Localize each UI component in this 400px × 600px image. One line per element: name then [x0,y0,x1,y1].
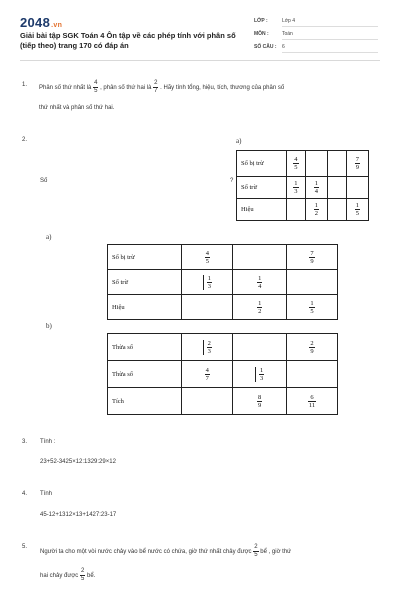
table-cell: 4 7 [182,361,233,388]
question-5-line-2 [40,568,95,583]
document-title: Giải bài tập SGK Toán 4 Ôn tập về các phép tính với phân số (tiếp theo) trang 170 có đáp án [20,31,236,50]
table-cell [233,245,287,270]
site-logo[interactable] [20,15,62,30]
question-number: 3. [22,439,28,445]
table-cell: 6 11 [287,388,338,415]
fraction: $\frac{2}{7}$ [154,80,158,94]
question-1-line-2: thứ nhất và phân số thứ hai. [39,105,115,111]
small-subtraction-table [236,150,369,221]
cell-marker [203,340,204,355]
table-cell: 1 3 [286,177,306,199]
cell-marker [255,367,256,382]
meta-value: Lớp 4 [282,18,296,24]
meta-key: LỚP : [254,18,268,24]
fraction: $\frac{4}{5}$ [94,80,98,94]
table-cell: 1 3 [182,270,233,295]
row-label: Số bị trừ [237,151,287,177]
table-cell [327,177,346,199]
meta-divider [282,39,378,40]
row-label: Số bị trừ [108,245,182,270]
row-label: Số trừ [237,177,287,199]
meta-value: 6 [282,44,285,50]
question-number: 1. [22,82,28,88]
table-cell: 1 5 [346,199,368,221]
meta-class [254,18,295,24]
cell-marker [203,275,204,290]
table-cell: 1 4 [306,177,327,199]
table-cell: 4 5 [182,245,233,270]
table-cell: 2 3 [182,334,233,361]
header-divider [20,60,380,61]
question-3-expression: 23+52-3425×12:1329:29×12 [40,459,116,465]
row-label: Thừa số [108,334,182,361]
meta-subject [254,31,293,37]
multiplication-table [107,333,338,415]
table-cell [286,199,306,221]
question-number: 4. [22,491,28,497]
meta-divider [282,26,378,27]
question-number: 5. [22,544,28,550]
table-cell [182,388,233,415]
question-4-title: Tính [40,491,53,497]
part-label: b) [46,322,52,330]
question-3-title: Tính : [40,439,56,445]
row-label: Hiệu [108,295,182,320]
table-cell: 7 9 [346,151,368,177]
table-cell [233,334,287,361]
q5-text: hai chảy được [40,573,79,580]
q1-text: Phân số thứ nhất là [39,85,92,92]
table-cell: 4 5 [286,151,306,177]
question-1-line-1 [39,80,379,95]
table-cell [287,270,338,295]
table-cell [327,199,346,221]
part-label: a) [236,137,242,145]
question-number: 2. [22,137,28,143]
question-mark: ? [230,178,234,184]
table-cell: 7 9 [287,245,338,270]
meta-divider [282,52,378,53]
meta-key: SỐ CÂU : [254,44,277,50]
table-cell [287,361,338,388]
question-5-line-1 [40,544,385,559]
table-cell: 8 9 [233,388,287,415]
table-cell: 1 5 [287,295,338,320]
subtraction-table [107,244,338,320]
table-cell: 1 2 [233,295,287,320]
table-cell [306,151,327,177]
row-label: Tích [108,388,182,415]
part-label: a) [46,233,52,241]
q5-text: Người ta cho một vòi nước chảy vào bể nước có chứa, giờ thứ nhất chảy được [40,549,252,556]
table-cell: 2 9 [287,334,338,361]
q5-text: bể. [87,573,96,580]
table-cell: 1 2 [306,199,327,221]
row-label: Hiệu [237,199,287,221]
table-cell: 1 3 [233,361,287,388]
table-cell [327,151,346,177]
meta-question-count [254,44,285,50]
table-cell [346,177,368,199]
row-label: Thừa số [108,361,182,388]
logo-text: 2048 [20,15,51,30]
logo-suffix: .vn [51,22,63,29]
q5-text: bể , giờ thứ [260,549,292,556]
fill-in-label: Số [40,178,48,184]
q1-text: . Hãy tính tổng, hiệu, tích, thương của phân số [160,85,285,92]
meta-key: MÔN : [254,31,269,37]
table-cell [182,295,233,320]
fraction: $\frac{2}{5}$ [80,568,85,582]
fraction: $\frac{2}{5}$ [254,544,258,558]
row-label: Số trừ [108,270,182,295]
q1-text: , phân số thứ hai là [100,85,152,92]
question-4-expression: 45-12+1312×13+1427:23-17 [40,512,117,518]
meta-value: Toán [282,31,293,37]
table-cell: 1 4 [233,270,287,295]
